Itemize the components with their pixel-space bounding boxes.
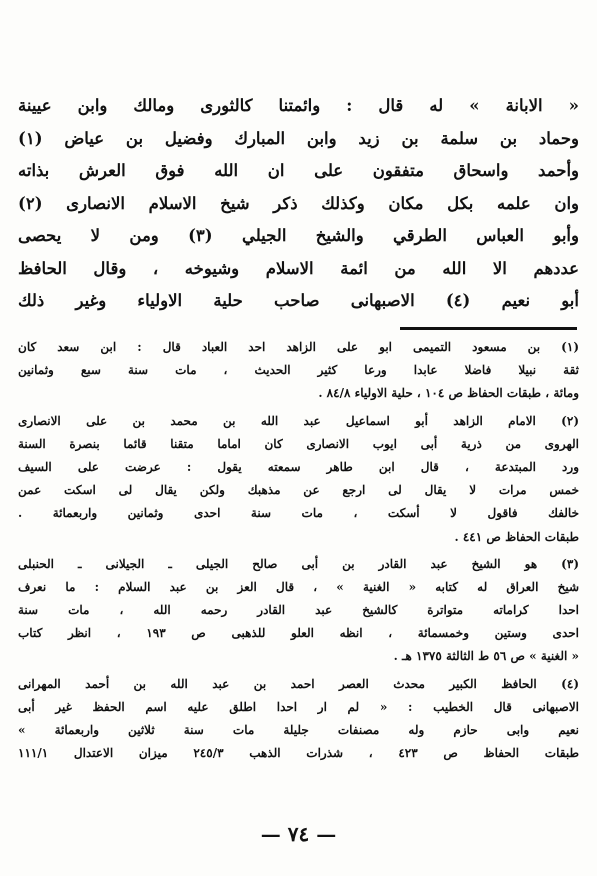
main-text-line: وان علمه بكل مكان وكذلك ذكر شيخ الاسلام الانصارى (٢) [18, 193, 579, 213]
footnote-line: (٣) هو الشيخ عبد القادر بن أبى صالح الجيلى ـ الجيلانى ـ الحنبلى [18, 556, 579, 571]
footnote-line: احدى وستين وخمسمائة ، انظه العلو للذهبى ص ١٩٣ ، انظر كتاب [18, 626, 579, 641]
main-text-line: وحماد بن سلمة بن زيد وابن المبارك وفضيل بن عياض (١) [18, 128, 579, 148]
footnote-line: طبقات الحفاظ ص ٤٤١ . [454, 529, 579, 544]
footnote-line: ثقة نبيلا فاضلا عابدا ورعا كثير الحديث ، مات سنة سبع وثمانين [18, 363, 579, 378]
main-text [18, 90, 579, 318]
footnote-line: طبقات الحفاظ ص ٤٢٣ ، شذرات الذهب ٢٤٥/٣ ميزان الاعتدال ١١١/١ [18, 746, 579, 761]
footnote-4 [18, 673, 579, 766]
footnote-line: نعيم وابى حازم وله مصنفات جليلة مات سنة ثلاثين واربعمائة » [18, 723, 579, 737]
footnote-line: خمس مرات لا يقال لى ارجع عن مذهبك ولكن يقال لى اسكت عمن [18, 483, 579, 498]
footnote-line: ومائة ، طبقات الحفاظ ص ١٠٤ ، حلية الاولياء ٨٤/٨ . [318, 386, 579, 401]
page-number-value: ٧٤ [287, 822, 310, 846]
footnote-line: (١) بن مسعود التميمى ابو على الزاهد احد العباد قال : ابن سعد كان [18, 340, 579, 354]
footnote-3 [18, 553, 579, 669]
footnote-line: الهروى من ذرية أبى ايوب الانصارى كان اماما متقنا قائما بنصرة السنة [18, 436, 579, 451]
footnote-line: ورد المبتدعة ، قال ابن طاهر سمعته يقول : عرضت على السيف [18, 459, 579, 474]
page-number-dash-right: — [316, 822, 337, 846]
page-number-dash-left: — [260, 822, 281, 846]
footnote-1 [18, 336, 579, 406]
main-text-line: وأحمد واسحاق متفقون على ان الله فوق العرش بذاته [18, 161, 579, 180]
page-number [0, 822, 597, 846]
footnote-line: خالفك فاقول لا أسكت ، مات سنة احدى وثمانين واربعمائة . [18, 506, 579, 521]
main-text-line: « الابانة » له قال : وائمتنا كالثورى ومالك وابن عيينة [18, 96, 579, 115]
footnote-line: احدا كراماته متواترة كالشيخ عبد القادر رحمه الله ، مات سنة [18, 603, 579, 618]
main-text-line: وأبو العباس الطرقي والشيخ الجيلي (٣) ومن لا يحصى [18, 226, 579, 245]
footnote-line: شيخ العراق له كتابه « الغنية » ، قال العز بن عبد السلام : ما نعرف [18, 579, 579, 594]
main-text-line: عددهم الا الله من ائمة الاسلام وشيوخه ، وقال الحافظ [18, 258, 579, 278]
main-text-line: أبو نعيم (٤) الاصبهانى صاحب حلية الاولياء وغير ذلك [18, 291, 579, 310]
footnote-line: (٢) الامام الزاهد أبو اسماعيل عبد الله بن محمد بن على الانصارى [18, 413, 579, 428]
footnote-line: (٤) الحافظ الكبير محدث العصر احمد بن عبد الله بن أحمد المهرانى [18, 676, 579, 691]
footnote-line: الاصبهانى قال الخطيب : « لم ار احدا اطلق عليه اسم الحفظ غير أبى [18, 699, 579, 714]
footnote-line: « الغنية » ص ٥٦ ط الثالثة ١٣٧٥ هـ . [393, 649, 579, 664]
footnote-2 [18, 410, 579, 549]
footnotes [18, 336, 579, 769]
footnote-separator [400, 327, 577, 330]
